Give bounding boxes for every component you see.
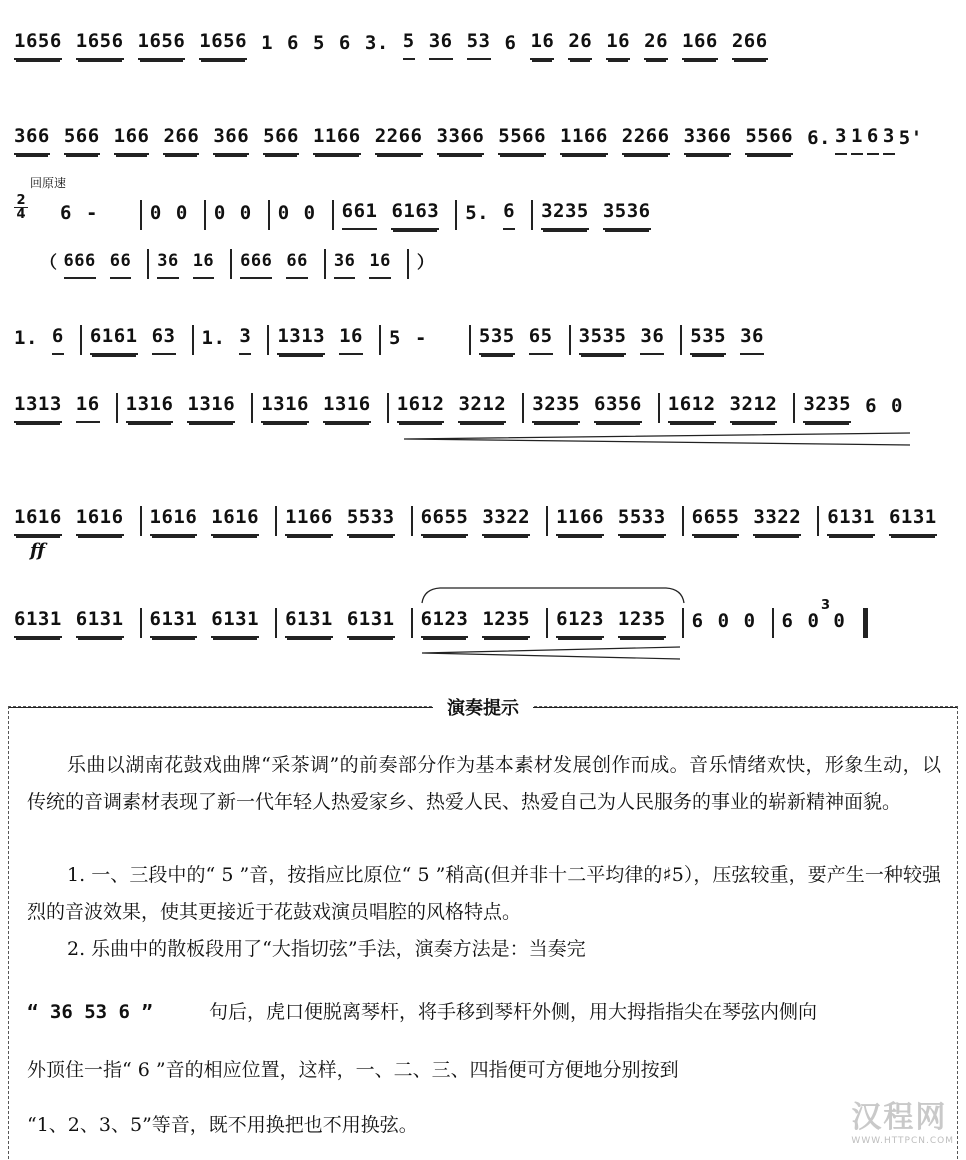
note-group: 1 <box>851 125 863 155</box>
note-group: 3235 <box>532 393 580 423</box>
barline <box>469 325 471 355</box>
note-group: 1616 <box>150 506 198 536</box>
note-group: 166 <box>114 125 150 155</box>
barline <box>147 249 149 279</box>
note-group: 6163 <box>391 200 439 230</box>
note-group: 1313 <box>277 325 325 355</box>
note-group: 53 <box>467 30 491 60</box>
time-signature <box>14 194 28 221</box>
note-group: 0 <box>149 202 162 224</box>
tips-paragraph-3d: “1、2、3、5”等音，既不用换把也不用换弦。 <box>27 1114 418 1136</box>
note-group: 66 <box>286 251 307 279</box>
note-group: 16 <box>339 325 363 355</box>
note-group: 6161 <box>90 325 138 355</box>
barline <box>680 325 682 355</box>
note-group: 5533 <box>618 506 666 536</box>
barline <box>230 249 232 279</box>
note-group: - <box>414 327 427 349</box>
note-group: 166 <box>682 30 718 60</box>
note-group: 16 <box>76 393 100 423</box>
note-group: 1 <box>261 32 274 54</box>
note-group: 6 <box>691 610 704 632</box>
note-group: 6131 <box>150 608 198 638</box>
watermark <box>851 1092 954 1146</box>
note-group: 661 <box>342 200 378 230</box>
barline <box>275 608 277 638</box>
note-group: 5. <box>465 202 490 224</box>
note-group: 1656 <box>14 30 62 60</box>
note-group: 0 <box>277 202 290 224</box>
note-group: 3536 <box>603 200 651 230</box>
note-group: 6 <box>60 202 72 224</box>
note-group: 566 <box>263 125 299 155</box>
note-group: 6131 <box>76 608 124 638</box>
barline <box>658 393 660 423</box>
note-group: 3212 <box>458 393 506 423</box>
note-group: 5' <box>898 127 923 149</box>
note-group: 1612 <box>668 393 716 423</box>
note-group: 36 <box>640 325 664 355</box>
note-group: 16 <box>369 251 390 279</box>
score-row-5 <box>14 393 958 423</box>
note-group: 366 <box>14 125 50 155</box>
note-group: 1313 <box>14 393 62 423</box>
note-group: 1. <box>201 327 226 349</box>
note-group: 566 <box>64 125 100 155</box>
note-group: 36 <box>157 251 178 279</box>
tips-paragraph-3a: 2. 乐曲中的散板段用了“大指切弦”手法，演奏方法是：当奏完 <box>67 938 586 960</box>
note-group: 535 <box>690 325 726 355</box>
note-group: 6655 <box>421 506 469 536</box>
barline <box>268 200 270 230</box>
barline <box>267 325 269 355</box>
note-group: 3322 <box>753 506 801 536</box>
note-group: 0 <box>807 610 820 632</box>
note-group: 1616 <box>14 506 62 536</box>
final-barline <box>863 608 868 638</box>
note-group: 3366 <box>437 125 485 155</box>
note-group: 36 <box>334 251 355 279</box>
note-group: 3535 <box>579 325 627 355</box>
note-group: 6131 <box>211 608 259 638</box>
note-group: 63 <box>152 325 176 355</box>
barline <box>140 506 142 536</box>
note-group: 2266 <box>375 125 423 155</box>
barline <box>116 393 118 423</box>
tips-title: 演奏提示 <box>433 694 533 720</box>
note-group: 3212 <box>730 393 778 423</box>
note-group: 1656 <box>138 30 186 60</box>
note-group: 666 <box>64 251 96 279</box>
chord-upper-note: 3 <box>821 598 831 613</box>
note-group: 6131 <box>827 506 875 536</box>
note-group: 5566 <box>745 125 793 155</box>
dynamic-marking: ff <box>30 540 45 561</box>
note-group: 1316 <box>126 393 174 423</box>
note-group: 1316 <box>187 393 235 423</box>
time-sig-top: 2 <box>16 193 26 208</box>
note-group: 6 <box>504 32 517 54</box>
time-sig-bottom: 4 <box>14 207 28 221</box>
note-group: 6131 <box>14 608 62 638</box>
note-group: 0 <box>833 610 846 632</box>
note-group: 1166 <box>285 506 333 536</box>
note-group: 1616 <box>76 506 124 536</box>
barline <box>80 325 82 355</box>
note-group: 266 <box>163 125 199 155</box>
note-group: 3235 <box>541 200 589 230</box>
score-row-1 <box>14 30 958 60</box>
note-group: 1316 <box>323 393 371 423</box>
note-group: 36 <box>740 325 764 355</box>
score-row-6 <box>14 506 958 536</box>
barline <box>324 249 326 279</box>
tempo-mark: 回原速 <box>30 176 67 190</box>
tips-paragraph-3c: 外顶住一指“ 6 ”音的相应位置，这样，一、二、三、四指便可方便地分别按到 <box>27 1059 679 1081</box>
barline <box>772 608 774 638</box>
tips-paragraph-2: 1. 一、三段中的“ 5 ”音，按指应比原位“ 5 ”稍高(但并非十二平均律的♯5），压弦较重，要产生一种较强烈的音波效果，使其更接近于花鼓戏演员唱腔的风格特点。 <box>27 864 941 923</box>
note-group: 0 <box>213 202 226 224</box>
barline <box>793 393 795 423</box>
score-row-7 <box>14 608 958 638</box>
note-group: 3 <box>883 125 895 155</box>
note-group: 1656 <box>199 30 247 60</box>
barline <box>546 608 548 638</box>
note-group: 0 <box>743 610 756 632</box>
note-group: 6 <box>338 32 351 54</box>
barline <box>192 325 194 355</box>
note-group: 1166 <box>560 125 608 155</box>
score-row-4 <box>14 325 958 355</box>
note-group: 0 <box>239 202 252 224</box>
note-group: 0 <box>303 202 316 224</box>
note-group: 1235 <box>482 608 530 638</box>
note-group: 6131 <box>889 506 937 536</box>
note-group: 3 <box>239 325 251 355</box>
note-group: 6 <box>503 200 515 230</box>
barline <box>275 506 277 536</box>
inline-notes: “ 36 53 6 ” <box>27 1001 153 1023</box>
note-group: 3 <box>835 125 847 155</box>
note-group: 16 <box>193 251 214 279</box>
note-group: 5566 <box>498 125 546 155</box>
barline <box>455 200 457 230</box>
note-group: 6 <box>287 32 299 54</box>
note-group: 6131 <box>285 608 333 638</box>
note-group: 1166 <box>313 125 361 155</box>
barline <box>407 249 409 279</box>
note-group: 1. <box>14 327 38 349</box>
note-group: 26 <box>568 30 592 60</box>
barline <box>522 393 524 423</box>
barline <box>140 608 142 638</box>
watermark-url: WWW.HTTPCN.COM <box>851 1136 954 1146</box>
note-group: 3366 <box>684 125 732 155</box>
barline <box>387 393 389 423</box>
note-group: 66 <box>110 251 131 279</box>
barline <box>332 200 334 230</box>
score-row-3b <box>40 248 958 279</box>
barline <box>411 608 413 638</box>
note-group: 0 <box>891 395 903 417</box>
note-group: 26 <box>644 30 668 60</box>
note-group: 1656 <box>76 30 124 60</box>
barline <box>379 325 381 355</box>
barline <box>251 393 253 423</box>
note-group: 5 <box>403 30 415 60</box>
note-group: - <box>85 202 98 224</box>
note-group: 3322 <box>482 506 530 536</box>
performance-tips <box>8 698 958 1159</box>
note-group: 6123 <box>556 608 604 638</box>
barline <box>682 608 684 638</box>
score-row-2 <box>14 125 958 155</box>
note-group: 65 <box>529 325 553 355</box>
note-group: 0 <box>717 610 730 632</box>
note-group: （ <box>40 253 58 273</box>
barline <box>817 506 819 536</box>
barline <box>204 200 206 230</box>
note-group: 6 <box>52 325 64 355</box>
note-group: 6 <box>865 395 878 417</box>
tips-paragraph-3b: 句后，虎口便脱离琴杆，将手移到琴杆外侧，用大拇指指尖在琴弦内侧向 <box>209 1001 818 1023</box>
note-group: 6131 <box>347 608 395 638</box>
barline <box>546 506 548 536</box>
note-group: 6655 <box>692 506 740 536</box>
note-group: 36 <box>429 30 453 60</box>
note-group: 666 <box>240 251 272 279</box>
note-group: 3235 <box>803 393 851 423</box>
note-group: ） <box>416 253 435 273</box>
barline <box>411 506 413 536</box>
note-group: 16 <box>530 30 554 60</box>
note-group: 5 <box>389 327 401 349</box>
note-group: 1612 <box>397 393 445 423</box>
note-group: 6. <box>807 127 831 149</box>
tips-inline-notes <box>27 994 207 1031</box>
note-group: 6 <box>867 125 879 155</box>
note-group: 535 <box>479 325 515 355</box>
note-group: 0 <box>175 202 188 224</box>
note-group: 1616 <box>211 506 259 536</box>
note-group: 5533 <box>347 506 395 536</box>
barline <box>140 200 142 230</box>
note-group: 16 <box>606 30 630 60</box>
note-group: 266 <box>732 30 768 60</box>
note-group: 5 <box>312 32 325 54</box>
note-group: 6123 <box>421 608 469 638</box>
note-group: 1235 <box>618 608 666 638</box>
note-group: 3. <box>364 32 389 54</box>
barline <box>682 506 684 536</box>
note-group: 6356 <box>594 393 642 423</box>
note-group: 1166 <box>556 506 604 536</box>
watermark-text: 汉程网 <box>851 1100 948 1135</box>
score-row-3 <box>60 200 958 230</box>
note-group: 6 <box>781 610 794 632</box>
note-group: 2266 <box>622 125 670 155</box>
note-group: 1316 <box>261 393 309 423</box>
barline <box>569 325 571 355</box>
tips-paragraph-1: 乐曲以湖南花鼓戏曲牌“采茶调”的前奏部分作为基本素材发展创作而成。音乐情绪欢快，形象生动，以传统的音调素材表现了新一代年轻人热爱家乡、热爱人民、热爱自己为人民服务的事业的崭新精神面貌。 <box>27 754 941 813</box>
note-group: 366 <box>213 125 249 155</box>
barline <box>531 200 533 230</box>
